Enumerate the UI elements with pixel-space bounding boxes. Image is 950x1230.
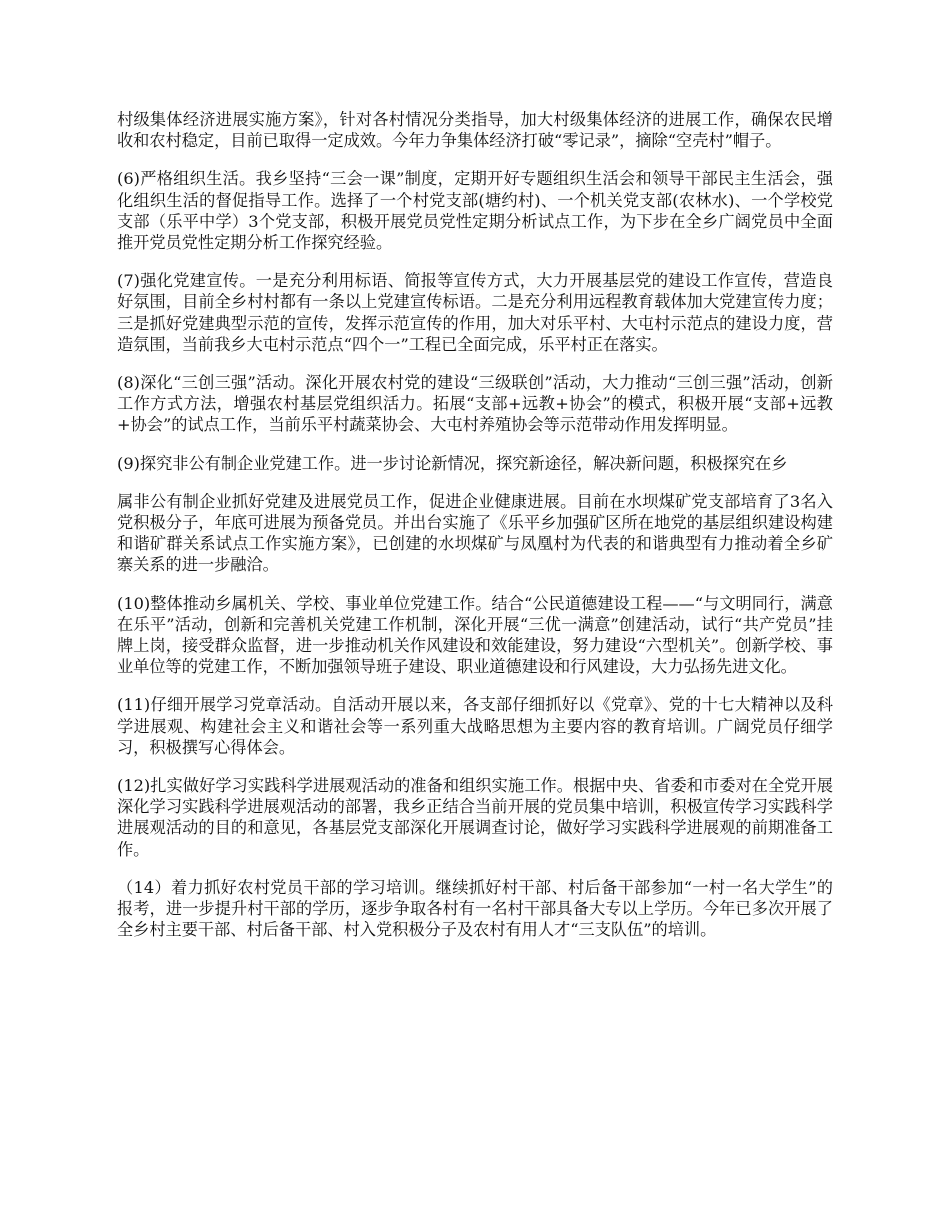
paragraph-cadre-training: （14）着力抓好农村党员干部的学习培训。继续抓好村干部、村后备干部参加“一村一名大学生”的报考，进一步提升村干部的学历，逐步争取各村有一名村干部具备大专以上学历。今年已多次开展了全乡村主要干部、村后备干部、村入党积极分子及农村有用人才“三支队伍”的培训。 — [117, 877, 833, 940]
paragraph-party-constitution-study: (11)仔细开展学习党章活动。自活动开展以来，各支部仔细抓好以《党章》、党的十七大精神以及科学进展观、构建社会主义和谐社会等一系列重大战略思想为主要内容的教育培训。广阔党员仔细学习，积极撰写心得体会。 — [117, 695, 833, 757]
paragraph-enterprise-continuation: 属非公有制企业抓好党建及进展党员工作，促进企业健康进展。目前在水坝煤矿党支部培育了3名入党积极分子，年底可进展为预备党员。并出台实施了《乐平乡加强矿区所在地党的基层组织建设构建和谐矿群关系试点工作实施方案》，已创建的水坝煤矿与凤凰村为代表的和谐典型有力推动着全乡矿寨关系的进一步融洽。 — [117, 491, 833, 575]
document-body — [117, 109, 833, 958]
paragraph-agency-school-work: (10)整体推动乡属机关、学校、事业单位党建工作。结合“公民道德建设工程——“与文明同行，满意在乐平”活动，创新和完善机关党建工作机制，深化开展“三优一满意”创建活动，试行“共产党员”挂牌上岗，接受群众监督，进一步推动机关作风建设和效能建设，努力建设“六型机关”。创新学校、事业单位等的党建工作，不断加强领导班子建设、职业道德建设和行风建设，大力弘扬先进文化。 — [117, 593, 833, 677]
paragraph-organization-life: (6)严格组织生活。我乡坚持“三会一课”制度，定期开好专题组织生活会和领导干部民主生活会，强化组织生活的督促指导工作。选择了一个村党支部(塘约村)、一个机关党支部(农林水)、一个学校党支部（乐平中学）3个党支部，积极开展党员党性定期分析试点工作，为下步在全乡广阔党员中全面推开党员党性定期分析工作探究经验。 — [117, 169, 833, 253]
paragraph-three-create-three-strong: (8)深化“三创三强”活动。深化开展农村党的建设“三级联创”活动，大力推动“三创三强”活动，创新工作方式方法，增强农村基层党组织活力。拓展“支部+远教+协会”的模式，积极开展“支部+远教+协会”的试点工作，当前乐平村蔬菜协会、大屯村养殖协会等示范带动作用发挥明显。 — [117, 373, 833, 435]
paragraph-non-public-enterprise: (9)探究非公有制企业党建工作。进一步讨论新情况，探究新途径，解决新问题，积极探究在乡 — [117, 453, 788, 473]
paragraph-village-economy: 村级集体经济进展实施方案》，针对各村情况分类指导，加大村级集体经济的进展工作，确保农民增收和农村稳定，目前已取得一定成效。今年力争集体经济打破“零记录”，摘除“空壳村”帽子。 — [117, 110, 833, 151]
paragraph-scientific-development: (12)扎实做好学习实践科学进展观活动的准备和组织实施工作。根据中央、省委和市委对在全党开展深化学习实践科学进展观活动的部署，我乡正结合当前开展的党员集中培训，积极宣传学习实践科学进展观活动的目的和意见，各基层党支部深化开展调查讨论，做好学习实践科学进展观的前期准备工作。 — [117, 776, 833, 859]
paragraph-party-publicity: (7)强化党建宣传。一是充分利用标语、简报等宣传方式，大力开展基层党的建设工作宣传，营造良好氛围，目前全乡村村都有一条以上党建宣传标语。二是充分利用远程教育载体加大党建宣传力度；三是抓好党建典型示范的宣传，发挥示范宣传的作用，加大对乐平村、大屯村示范点的建设力度，营造氛围，当前我乡大屯村示范点“四个一”工程已全面完成，乐平村正在落实。 — [117, 271, 833, 354]
